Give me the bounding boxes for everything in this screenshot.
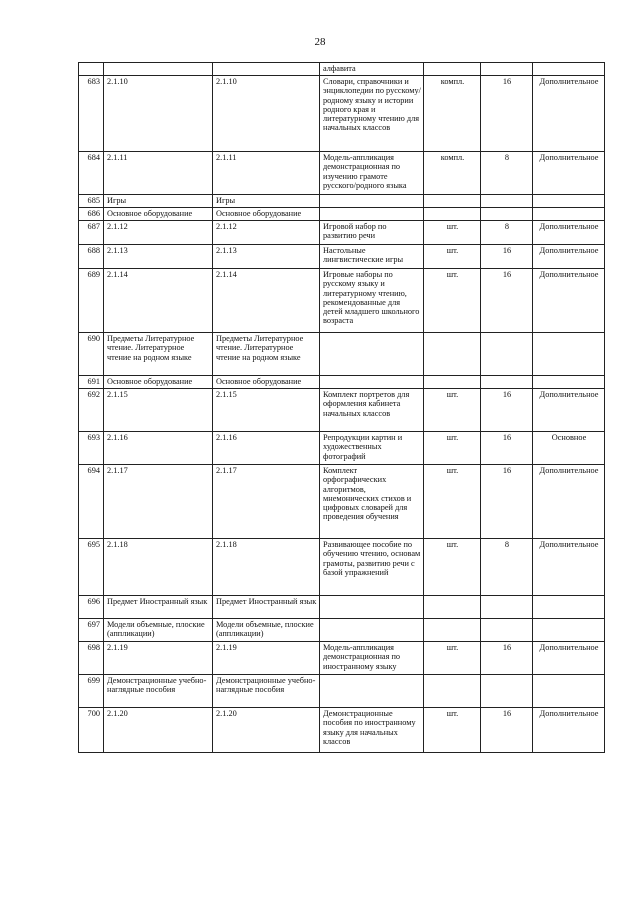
equipment-type-cell	[533, 194, 605, 207]
quantity-cell	[481, 375, 533, 388]
row-number-cell: 683	[79, 75, 104, 151]
table-row	[79, 538, 605, 595]
item-name-cell: Настольные лингвистические игры	[320, 244, 424, 268]
code-cell: Модели объемные, плоские (аппликации)	[104, 618, 213, 641]
table-row	[79, 75, 605, 151]
quantity-cell: 16	[481, 268, 533, 332]
code-cell-2: 2.1.11	[213, 151, 320, 194]
equipment-type-cell	[533, 332, 605, 375]
table-row	[79, 375, 605, 388]
table-row	[79, 151, 605, 194]
table-row	[79, 431, 605, 464]
equipment-type-cell: Дополнительное	[533, 75, 605, 151]
unit-cell	[424, 63, 481, 76]
quantity-cell	[481, 207, 533, 220]
quantity-cell	[481, 595, 533, 618]
item-name-cell: Развивающее пособие по обучению чтению, основам грамоты, развитию речи с базой упражнений	[320, 538, 424, 595]
equipment-type-cell: Основное	[533, 431, 605, 464]
row-number-cell: 692	[79, 388, 104, 431]
code-cell: 2.1.15	[104, 388, 213, 431]
code-cell: 2.1.10	[104, 75, 213, 151]
table-row	[79, 220, 605, 244]
table-row	[79, 707, 605, 752]
table-row	[79, 332, 605, 375]
quantity-cell: 16	[481, 431, 533, 464]
item-name-cell: Игровые наборы по русскому языку и литературному чтению, рекомендованные для детей младшего школьного возраста	[320, 268, 424, 332]
code-cell: 2.1.13	[104, 244, 213, 268]
unit-cell: шт.	[424, 464, 481, 538]
code-cell: 2.1.14	[104, 268, 213, 332]
row-number-cell: 698	[79, 641, 104, 674]
unit-cell: компл.	[424, 75, 481, 151]
unit-cell: шт.	[424, 641, 481, 674]
code-cell-2: 2.1.20	[213, 707, 320, 752]
row-number-cell: 687	[79, 220, 104, 244]
code-cell: 2.1.12	[104, 220, 213, 244]
unit-cell: шт.	[424, 268, 481, 332]
table-row	[79, 244, 605, 268]
equipment-type-cell	[533, 674, 605, 707]
equipment-type-cell: Дополнительное	[533, 538, 605, 595]
unit-cell	[424, 674, 481, 707]
row-number-cell: 699	[79, 674, 104, 707]
quantity-cell: 16	[481, 388, 533, 431]
quantity-cell: 16	[481, 244, 533, 268]
row-number-cell: 697	[79, 618, 104, 641]
equipment-type-cell	[533, 207, 605, 220]
quantity-cell	[481, 332, 533, 375]
code-cell: Предмет Иностранный язык	[104, 595, 213, 618]
table-row	[79, 464, 605, 538]
code-cell-2: 2.1.14	[213, 268, 320, 332]
code-cell-2: 2.1.13	[213, 244, 320, 268]
row-number-cell: 690	[79, 332, 104, 375]
item-name-cell	[320, 674, 424, 707]
item-name-cell	[320, 375, 424, 388]
code-cell-2: Предметы Литературное чтение. Литературное чтение на родном языке	[213, 332, 320, 375]
row-number-cell: 686	[79, 207, 104, 220]
item-name-cell: Словари, справочники и энциклопедии по русскому/родному языку и истории родного края и литературному чтению для начальных классов	[320, 75, 424, 151]
unit-cell: компл.	[424, 151, 481, 194]
quantity-cell: 16	[481, 464, 533, 538]
item-name-cell: Модель-аппликация демонстрационная по иностранному языку	[320, 641, 424, 674]
code-cell: 2.1.16	[104, 431, 213, 464]
quantity-cell: 16	[481, 75, 533, 151]
equipment-type-cell: Дополнительное	[533, 464, 605, 538]
code-cell: Основное оборудование	[104, 207, 213, 220]
table-row	[79, 388, 605, 431]
code-cell-2: 2.1.10	[213, 75, 320, 151]
item-name-cell: Комплект портретов для оформления кабинета начальных классов	[320, 388, 424, 431]
row-number-cell	[79, 63, 104, 76]
code-cell: 2.1.18	[104, 538, 213, 595]
code-cell-2: Основное оборудование	[213, 207, 320, 220]
item-name-cell	[320, 595, 424, 618]
code-cell: 2.1.19	[104, 641, 213, 674]
quantity-cell: 8	[481, 220, 533, 244]
row-number-cell: 696	[79, 595, 104, 618]
unit-cell: шт.	[424, 220, 481, 244]
code-cell-2: 2.1.19	[213, 641, 320, 674]
unit-cell: шт.	[424, 244, 481, 268]
table-row	[79, 595, 605, 618]
item-name-cell: Игровой набор по развитию речи	[320, 220, 424, 244]
table-row	[79, 207, 605, 220]
table-row	[79, 674, 605, 707]
equipment-type-cell: Дополнительное	[533, 268, 605, 332]
equipment-type-cell	[533, 595, 605, 618]
unit-cell	[424, 207, 481, 220]
unit-cell: шт.	[424, 538, 481, 595]
code-cell: 2.1.20	[104, 707, 213, 752]
equipment-type-cell: Дополнительное	[533, 244, 605, 268]
equipment-type-cell: Дополнительное	[533, 220, 605, 244]
code-cell-2: 2.1.15	[213, 388, 320, 431]
code-cell-2: Модели объемные, плоские (аппликации)	[213, 618, 320, 641]
unit-cell: шт.	[424, 707, 481, 752]
quantity-cell: 8	[481, 151, 533, 194]
quantity-cell	[481, 618, 533, 641]
table-body	[79, 63, 605, 753]
unit-cell: шт.	[424, 431, 481, 464]
equipment-table	[78, 62, 605, 753]
code-cell: Демонстрационные учебно-наглядные пособия	[104, 674, 213, 707]
row-number-cell: 700	[79, 707, 104, 752]
equipment-type-cell: Дополнительное	[533, 707, 605, 752]
quantity-cell: 16	[481, 641, 533, 674]
equipment-type-cell	[533, 375, 605, 388]
code-cell-2: 2.1.16	[213, 431, 320, 464]
quantity-cell	[481, 674, 533, 707]
row-number-cell: 685	[79, 194, 104, 207]
table-row	[79, 641, 605, 674]
table-row	[79, 63, 605, 76]
code-cell-2: 2.1.12	[213, 220, 320, 244]
row-number-cell: 693	[79, 431, 104, 464]
code-cell: Игры	[104, 194, 213, 207]
code-cell-2: Предмет Иностранный язык	[213, 595, 320, 618]
quantity-cell: 16	[481, 707, 533, 752]
code-cell: 2.1.11	[104, 151, 213, 194]
code-cell-2: 2.1.17	[213, 464, 320, 538]
item-name-cell	[320, 332, 424, 375]
code-cell-2: Игры	[213, 194, 320, 207]
unit-cell	[424, 332, 481, 375]
row-number-cell: 691	[79, 375, 104, 388]
code-cell-2	[213, 63, 320, 76]
item-name-cell: Демонстрационные пособия по иностранному языку для начальных классов	[320, 707, 424, 752]
table-row	[79, 194, 605, 207]
code-cell-2: Демонстрационные учебно-наглядные пособия	[213, 674, 320, 707]
row-number-cell: 695	[79, 538, 104, 595]
unit-cell	[424, 375, 481, 388]
item-name-cell: Репродукции картин и художественных фотографий	[320, 431, 424, 464]
code-cell	[104, 63, 213, 76]
page-number: 28	[314, 36, 326, 48]
item-name-cell: Комплект орфографических алгоритмов, мнемонических стихов и цифровых словарей для проведения обучения	[320, 464, 424, 538]
unit-cell	[424, 194, 481, 207]
code-cell: Предметы Литературное чтение. Литературное чтение на родном языке	[104, 332, 213, 375]
unit-cell	[424, 595, 481, 618]
quantity-cell: 8	[481, 538, 533, 595]
table-row	[79, 268, 605, 332]
unit-cell	[424, 618, 481, 641]
item-name-cell: алфавита	[320, 63, 424, 76]
code-cell-2: Основное оборудование	[213, 375, 320, 388]
quantity-cell	[481, 63, 533, 76]
row-number-cell: 694	[79, 464, 104, 538]
row-number-cell: 688	[79, 244, 104, 268]
unit-cell: шт.	[424, 388, 481, 431]
equipment-type-cell: Дополнительное	[533, 151, 605, 194]
equipment-type-cell	[533, 618, 605, 641]
code-cell-2: 2.1.18	[213, 538, 320, 595]
equipment-type-cell	[533, 63, 605, 76]
code-cell: Основное оборудование	[104, 375, 213, 388]
row-number-cell: 684	[79, 151, 104, 194]
row-number-cell: 689	[79, 268, 104, 332]
item-name-cell	[320, 194, 424, 207]
equipment-type-cell: Дополнительное	[533, 641, 605, 674]
item-name-cell: Модель-аппликация демонстрационная по изучению грамоте русского/родного языка	[320, 151, 424, 194]
item-name-cell	[320, 207, 424, 220]
item-name-cell	[320, 618, 424, 641]
code-cell: 2.1.17	[104, 464, 213, 538]
equipment-type-cell: Дополнительное	[533, 388, 605, 431]
table-row	[79, 618, 605, 641]
quantity-cell	[481, 194, 533, 207]
